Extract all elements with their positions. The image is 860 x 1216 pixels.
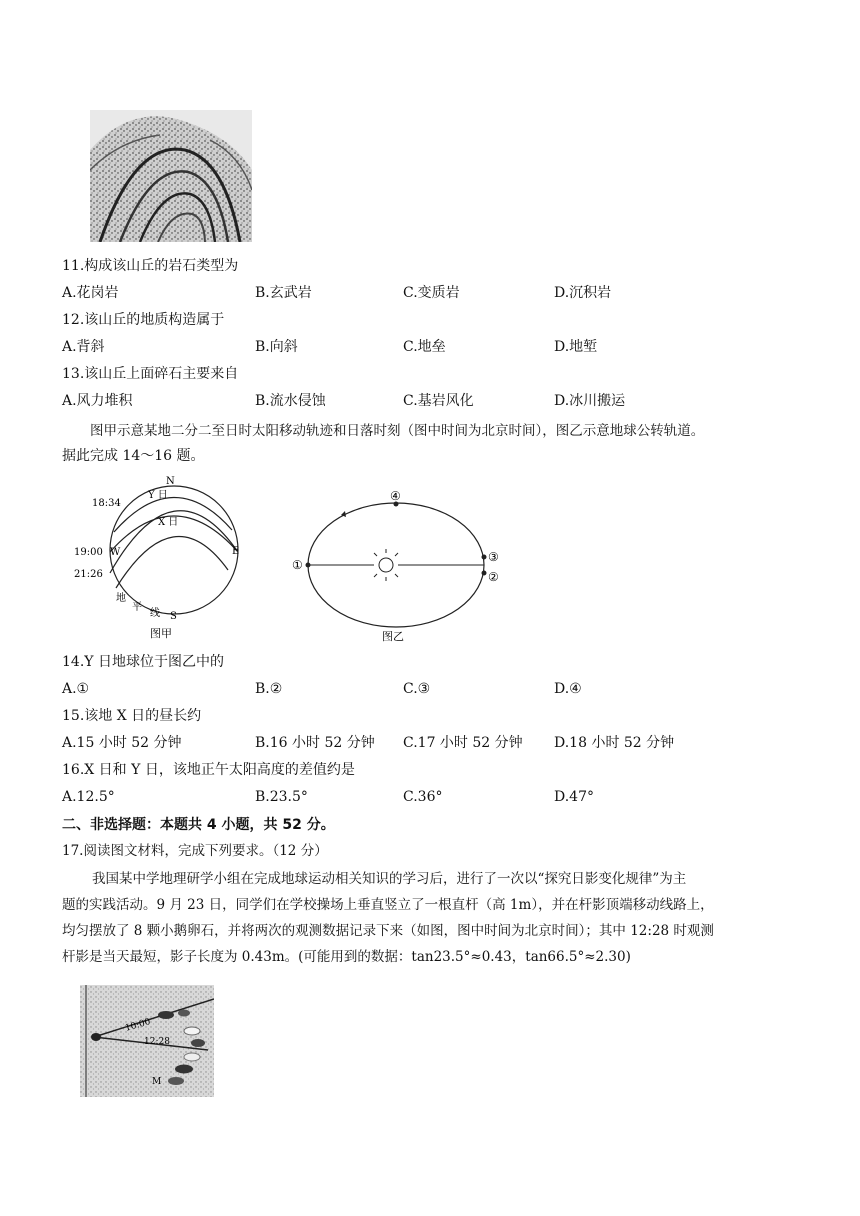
option-a[interactable]: A.①: [62, 681, 90, 697]
label-x-day: X 日: [158, 517, 179, 528]
question-15-stem: 15.该地 X 日的昼长约: [62, 708, 202, 724]
option-a[interactable]: A.15 小时 52 分钟: [62, 735, 182, 751]
point-4: ④: [390, 489, 401, 503]
option-c[interactable]: C.③: [403, 681, 431, 697]
option-b[interactable]: B.②: [255, 681, 283, 697]
horizon-char-1: 地: [116, 593, 126, 604]
question-14-options: [62, 679, 782, 699]
question-17-stem: 17.阅读图文材料，完成下列要求。（12 分）: [62, 843, 328, 859]
option-b[interactable]: B.向斜: [255, 339, 298, 355]
intro-14-16-line1: 图甲示意某地二分二至日时太阳移动轨迹和日落时刻（图中时间为北京时间），图乙示意地球公转轨道。: [90, 423, 705, 439]
option-c[interactable]: C.17 小时 52 分钟: [403, 735, 523, 751]
question-13-options: [62, 391, 782, 411]
figure-yi: [286, 485, 516, 645]
horizon-char-2: 平: [132, 602, 142, 613]
intro-14-16-line2: 据此完成 14～16 题。: [62, 448, 205, 464]
option-d[interactable]: D.沉积岩: [554, 285, 612, 301]
option-c[interactable]: C.36°: [403, 789, 443, 805]
label-s: S: [170, 611, 177, 622]
question-13-stem: 13.该山丘上面碎石主要来自: [62, 366, 239, 382]
option-b[interactable]: B.流水侵蚀: [255, 393, 326, 409]
question-17-line4: 杆影是当天最短，影子长度为 0.43m。(可能用到的数据：tan23.5°≈0.43，tan66.5°≈2.30): [62, 949, 631, 965]
question-11-options: [62, 283, 782, 303]
option-b[interactable]: B.23.5°: [255, 789, 308, 805]
option-c[interactable]: C.基岩风化: [403, 393, 474, 409]
option-d[interactable]: D.④: [554, 681, 582, 697]
shadow-observation-photo: [80, 985, 214, 1097]
point-3: ③: [488, 550, 499, 564]
point-1: ①: [292, 558, 303, 572]
option-a[interactable]: A.风力堆积: [62, 393, 133, 409]
option-a[interactable]: A.背斜: [62, 339, 105, 355]
sun-icon: [370, 549, 402, 581]
sun-path-x: [116, 537, 228, 588]
option-c[interactable]: C.变质岩: [403, 285, 460, 301]
label-e: E: [232, 546, 240, 557]
option-d[interactable]: D.冰川搬运: [554, 393, 626, 409]
question-11-stem: 11.构成该山丘的岩石类型为: [62, 258, 239, 274]
time-label-1: 10:00: [124, 1017, 152, 1034]
option-a[interactable]: A.花岗岩: [62, 285, 119, 301]
question-17-line3: 均匀摆放了 8 颗小鹅卵石，并将两次的观测数据记录下来（如图，图中时间为北京时间）；其中 12:28 时观测: [62, 923, 714, 939]
time-bottom: 21:26: [74, 569, 103, 580]
label-m: M: [152, 1077, 162, 1087]
option-b[interactable]: B.16 小时 52 分钟: [255, 735, 375, 751]
option-b[interactable]: B.玄武岩: [255, 285, 312, 301]
option-d[interactable]: D.18 小时 52 分钟: [554, 735, 675, 751]
rock-hill-photo: [90, 110, 252, 242]
question-16-options: [62, 787, 782, 807]
option-d[interactable]: D.地堑: [554, 339, 598, 355]
option-d[interactable]: D.47°: [554, 789, 594, 805]
question-14-stem: 14.Y 日地球位于图乙中的: [62, 654, 224, 670]
label-n: N: [166, 476, 175, 487]
question-16-stem: 16.X 日和 Y 日，该地正午太阳高度的差值约是: [62, 762, 355, 778]
question-17-line1: 我国某中学地理研学小组在完成地球运动相关知识的学习后，进行了一次以“探究日影变化规律”为主: [92, 871, 687, 887]
time-mid: 19:00: [74, 547, 103, 558]
caption-yi: 图乙: [382, 630, 404, 643]
figure-jia: [70, 470, 260, 645]
label-y-day: Y 日: [148, 490, 168, 501]
time-top: 18:34: [92, 498, 121, 509]
time-label-2: 12:28: [144, 1037, 170, 1047]
label-w: W: [110, 547, 121, 558]
question-17-line2: 题的实践活动。9 月 23 日，同学们在学校操场上垂直竖立了一根直杆（高 1m），并在杆影顶端移动线路上，: [62, 897, 714, 913]
option-a[interactable]: A.12.5°: [62, 789, 115, 805]
question-15-options: [62, 733, 782, 753]
section-heading: 二、非选择题：本题共 4 小题，共 52 分。: [62, 817, 335, 833]
caption-jia: 图甲: [150, 627, 172, 640]
question-12-stem: 12.该山丘的地质构造属于: [62, 312, 225, 328]
question-12-options: [62, 337, 782, 357]
option-c[interactable]: C.地垒: [403, 339, 446, 355]
horizon-char-3: 线: [150, 608, 160, 619]
sky-circle: [110, 486, 238, 614]
point-2: ②: [488, 570, 499, 584]
